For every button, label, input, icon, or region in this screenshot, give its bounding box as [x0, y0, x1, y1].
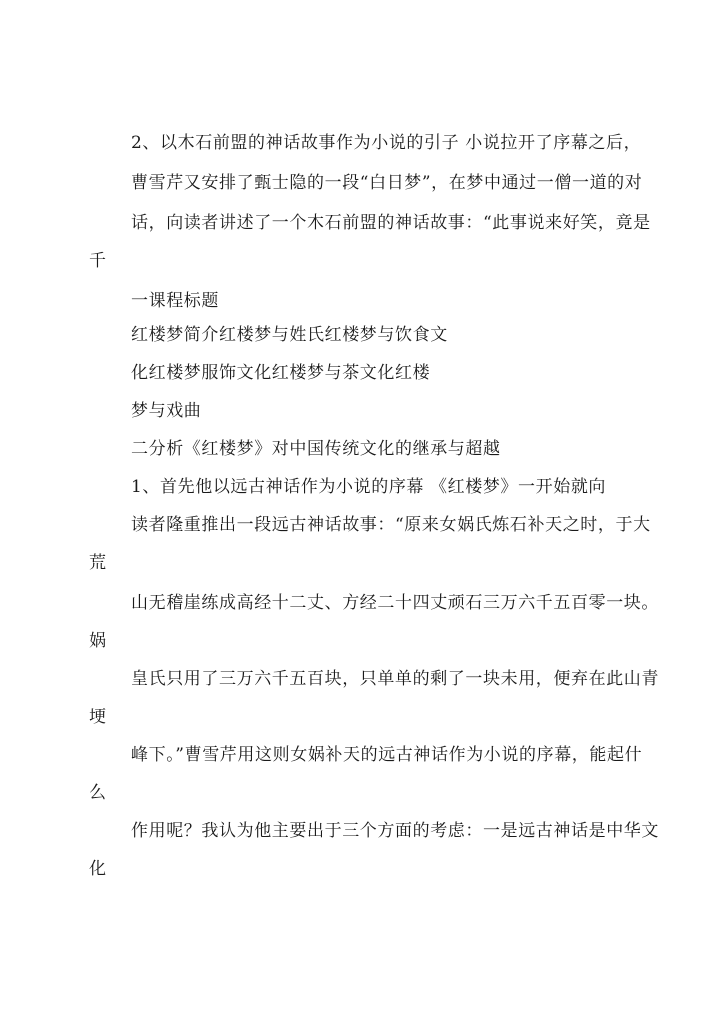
paragraph-line-1: 2、以木石前盟的神话故事作为小说的引子 小说拉开了序幕之后，	[131, 133, 642, 153]
wrapped-char-1: 千	[89, 251, 106, 271]
course-list-line-1: 红楼梦简介红楼梦与姓氏红楼梦与饮食文	[131, 325, 448, 345]
section-heading-analysis: 二分析《红楼梦》对中国传统文化的继承与超越	[131, 439, 501, 459]
wrapped-char-3: 娲	[89, 631, 106, 651]
course-list-line-3: 梦与戏曲	[131, 401, 202, 421]
paragraph-line-4: 1、首先他以远古神话作为小说的序幕 《红楼梦》一开始就向	[131, 477, 607, 497]
course-list-line-2: 化红楼梦服饰文化红楼梦与茶文化红楼	[131, 363, 431, 383]
wrapped-char-6: 化	[89, 859, 106, 879]
wrapped-char-5: 么	[89, 783, 106, 803]
section-heading-course-title: 一课程标题	[131, 291, 219, 311]
paragraph-line-6: 山无稽崖练成高经十二丈、方经二十四丈顽石三万六千五百零一块。	[131, 593, 659, 613]
paragraph-line-5: 读者隆重推出一段远古神话故事：“原来女娲氏炼石补天之时，于大	[131, 515, 651, 535]
paragraph-line-3: 话，向读者讲述了一个木石前盟的神话故事：“此事说来好笑，竟是	[131, 213, 651, 233]
wrapped-char-2: 荒	[89, 553, 106, 573]
paragraph-line-9: 作用呢？我认为他主要出于三个方面的考虑：一是远古神话是中华文	[131, 821, 659, 841]
paragraph-line-2: 曹雪芹又安排了甄士隐的一段“白日梦”，在梦中通过一僧一道的对	[131, 173, 643, 193]
paragraph-line-8: 峰下。”曹雪芹用这则女娲补天的远古神话作为小说的序幕，能起什	[131, 745, 643, 765]
wrapped-char-4: 埂	[89, 707, 106, 727]
paragraph-line-7: 皇氏只用了三万六千五百块，只单单的剩了一块未用，便弃在此山青	[131, 669, 659, 689]
